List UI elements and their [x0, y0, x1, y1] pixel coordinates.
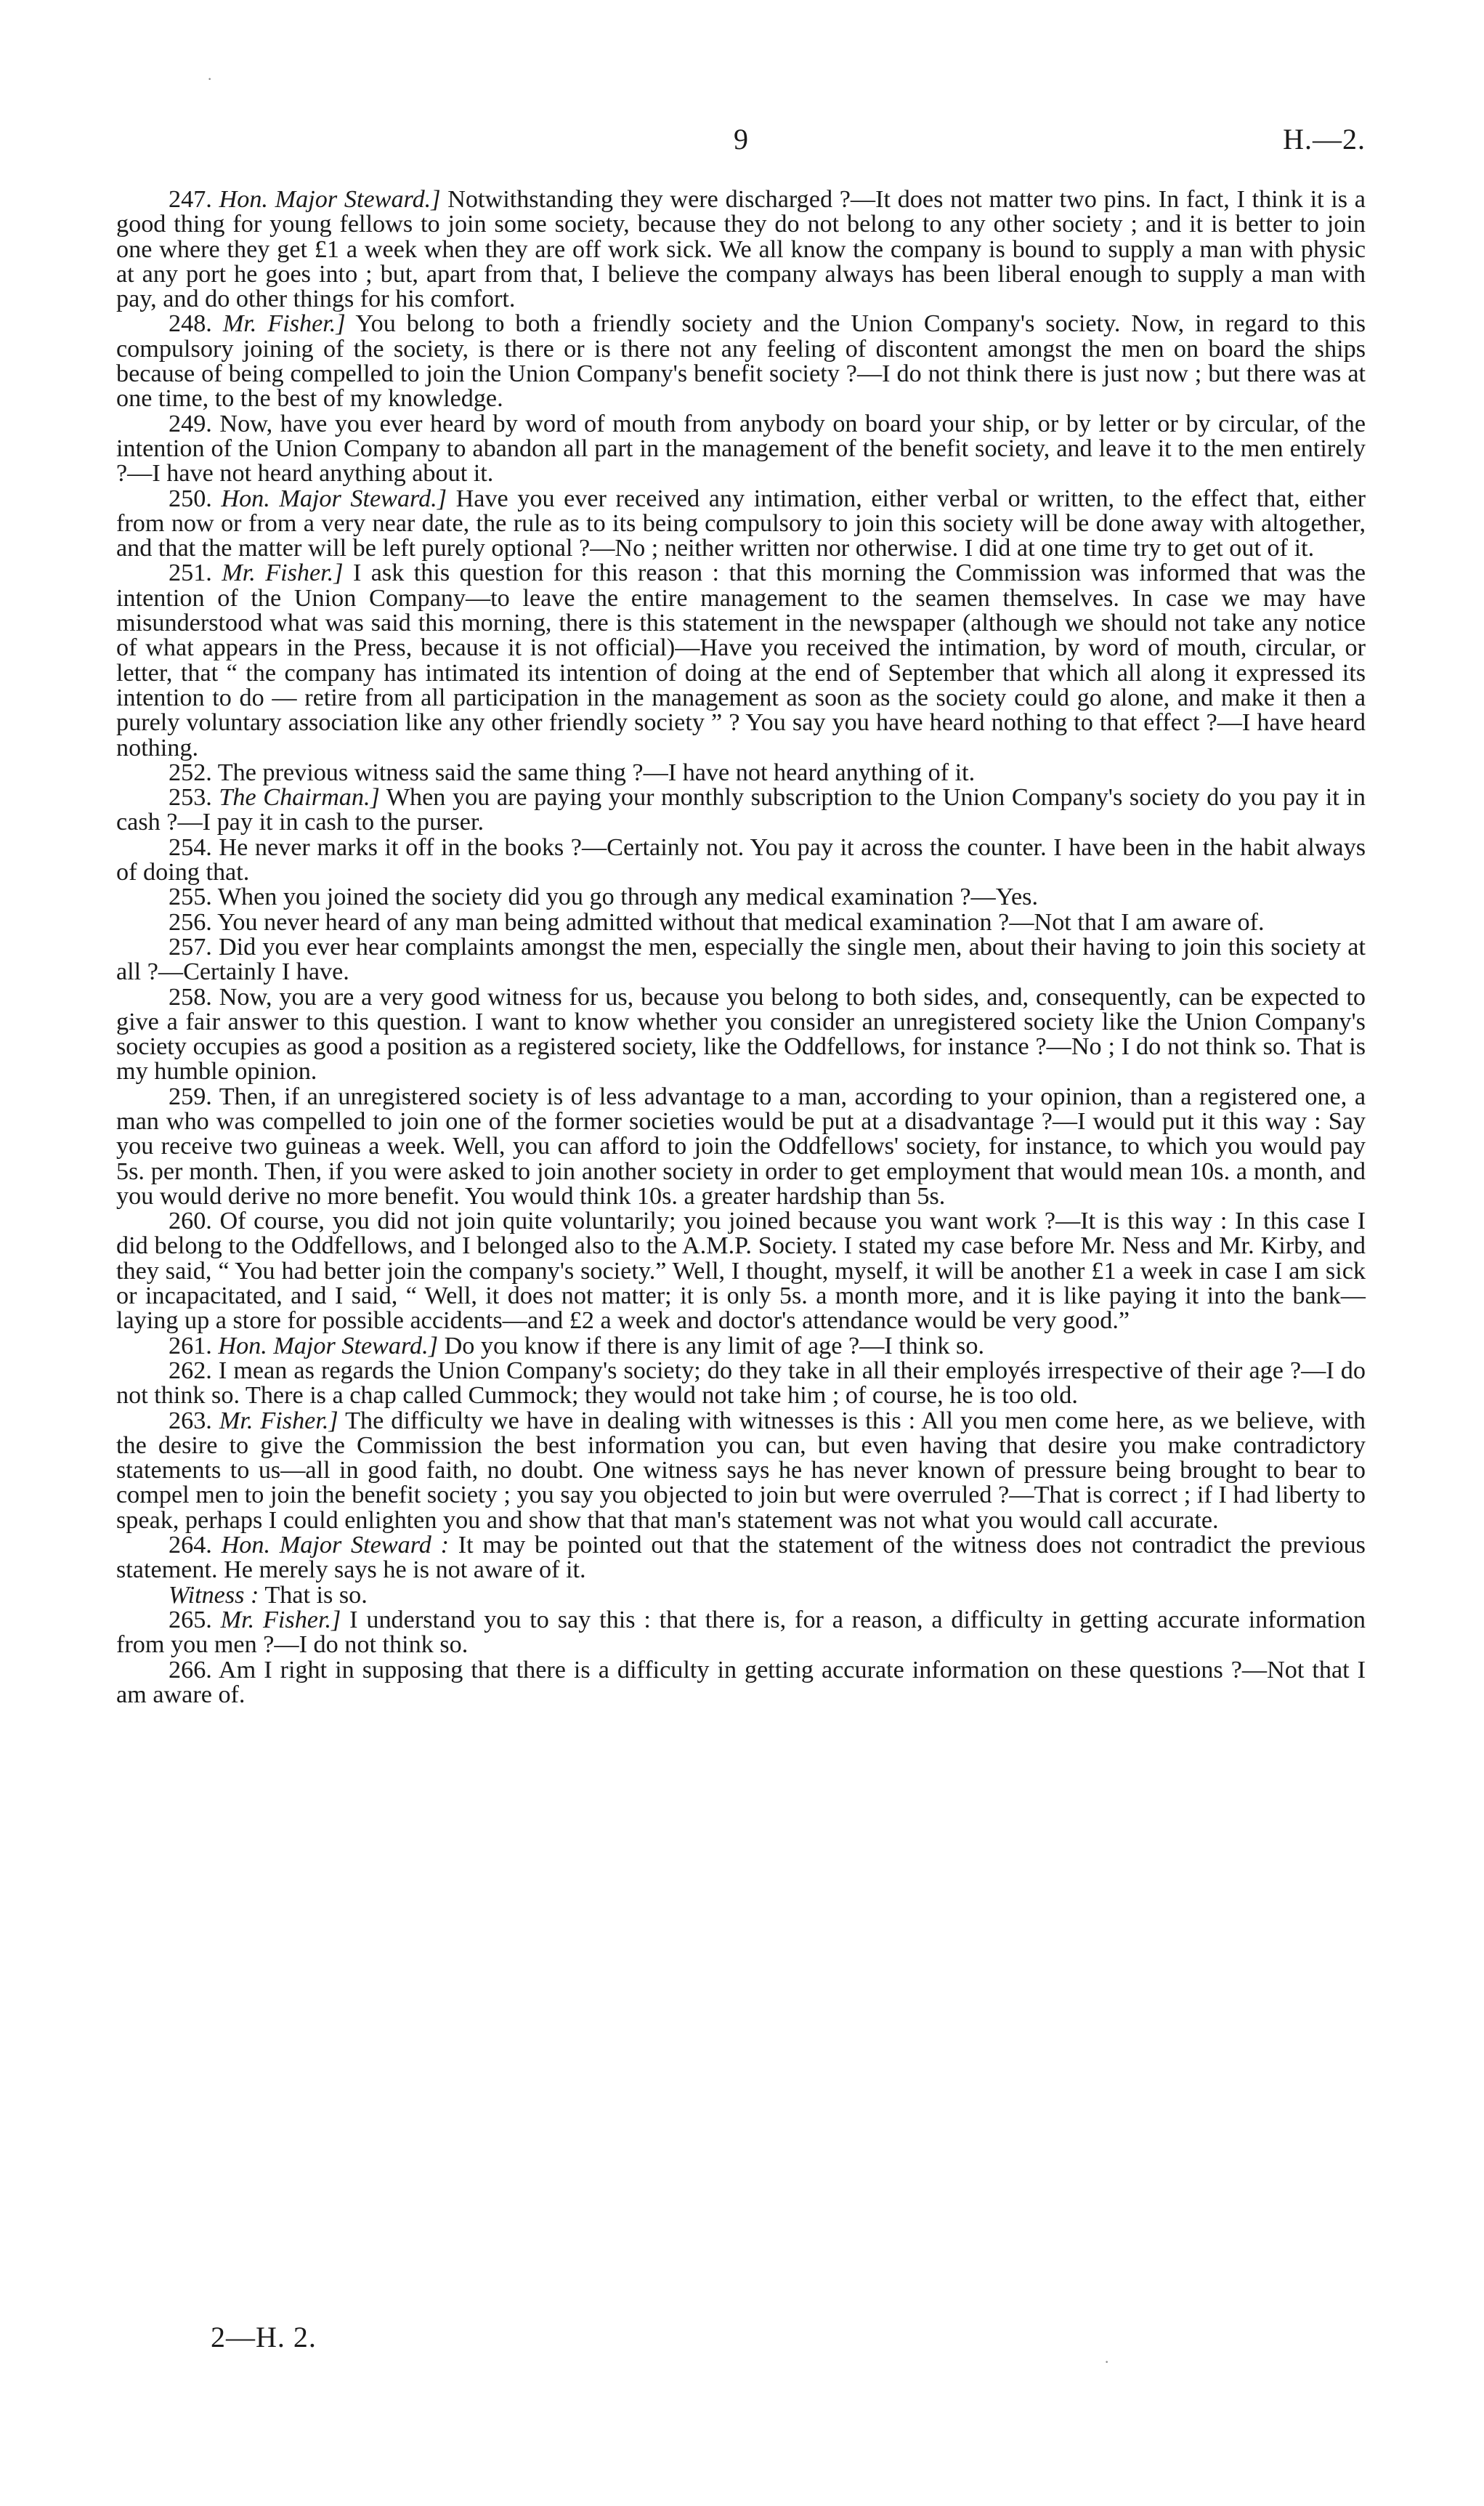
paragraph-text: When you are paying your monthly subscription to the Union Company's society do you pay it in cash ?—I pay it in cash to the purser.: [116, 784, 1366, 836]
question-number: 266.: [169, 1656, 212, 1684]
question-number: 247.: [169, 186, 212, 213]
paragraph-text: That is so.: [259, 1581, 368, 1609]
question-number: 248.: [169, 310, 212, 338]
paragraph-text: Now, have you ever heard by word of mouth from anybody on board your ship, or by letter or by circular, of the intention of the Union Company to abandon all part in the management of the benefit society, and leave it to the men entirely ?—I have not heard anything about it.: [116, 410, 1366, 488]
paragraph-text: Now, you are a very good witness for us, because you belong to both sides, and, consequently, can be expected to give a fair answer to this question. I want to know whether you consider an unregistered society like the Union Company's society occupies as good a position as a registered society, like the Oddfellows, for instance ?—No ; I do not think so. That is my humble opinion.: [116, 983, 1366, 1086]
paragraph-text: It may be pointed out that the statement of the witness does not contradict the previous statement. He merely says he is not aware of it.: [116, 1532, 1366, 1584]
paragraph-text: Am I right in supposing that there is a difficulty in getting accurate information on these questions ?—Not that I am aware of.: [116, 1656, 1366, 1708]
evidence-paragraph: [116, 910, 1366, 935]
question-number: 251.: [169, 559, 212, 587]
paragraph-text: The previous witness said the same thing ?—I have not heard anything of it.: [211, 759, 976, 786]
speaker-name: Witness :: [169, 1581, 259, 1609]
paragraph-text: I ask this question for this reason : that this morning the Commission was informed that was the intention of the Union Company—to leave the entire management to the seamen themselves. In case we may have misunderstood what was said this morning, there is this statement in the newspaper (although we should not take any notice of what appears in the Press, because it is not official)—Have you received the intimation, by word of mouth, circular, or letter, that “ the company has intimated its intention of doing at the end of September that which all along it expressed its intention to do — retire from all participation in the management as soon as the society could go alone, and make it then a purely voluntary association like any other friendly society ” ? You say you have heard nothing to that effect ?—I have heard nothing.: [116, 559, 1366, 761]
evidence-paragraph: [116, 412, 1366, 487]
paragraph-text: I mean as regards the Union Company's society; do they take in all their employés irrespective of their age ?—I do not think so. There is a chap called Cummock; they would not take him ; of course, he is too old.: [116, 1357, 1366, 1410]
evidence-paragraph: [116, 1533, 1366, 1583]
question-number: 262.: [169, 1357, 212, 1384]
evidence-paragraph: [116, 1608, 1366, 1658]
speaker-name: Hon. Major Steward.]: [221, 485, 447, 512]
evidence-paragraph: [116, 487, 1366, 562]
evidence-paragraph: [116, 561, 1366, 760]
evidence-paragraph: [116, 833, 1366, 886]
paragraph-text: Have you ever received any intimation, either verbal or written, to the effect that, either from now or from a very near date, the rule as to its being compulsory to join this society will be done away with altogether, and that the matter will be left purely optional ?—No ; neither written nor otherwise. I did at one time try to get out of it.: [116, 485, 1366, 562]
paragraph-text: Do you know if there is any limit of age ?—I think so.: [438, 1332, 985, 1359]
speaker-name: Mr. Fisher.]: [220, 1606, 341, 1633]
scan-mark: ·: [1104, 2353, 1110, 2371]
paragraph-text: Notwithstanding they were discharged ?—It does not matter two pins. In fact, I think it is a good thing for young fellows to join some society, because they do not belong to any other society ; and it is better to join one where they get £1 a week when they are off work sick. We all know the company is bound to supply a man with physic at any port he goes into ; but, apart from that, I believe the company always has been liberal enough to supply a man with pay, and do other things for his comfort.: [116, 186, 1366, 313]
question-number: 260.: [169, 1208, 212, 1235]
question-number: 253.: [169, 784, 212, 812]
speaker-name: The Chairman.]: [219, 784, 380, 812]
evidence-paragraph: [116, 761, 1366, 785]
question-number: 256.: [169, 908, 212, 936]
paragraph-text: He never marks it off in the books ?—Certainly not. You pay it across the counter. I have been in the habit always of doing that.: [116, 833, 1366, 886]
paragraph-text: I understand you to say this : that there is, for a reason, a difficulty in getting accurate information from you men ?—I do not think so.: [116, 1606, 1366, 1659]
evidence-paragraph: [116, 1583, 1366, 1608]
evidence-paragraph: [116, 1658, 1366, 1708]
speaker-name: Mr. Fisher.]: [219, 1407, 338, 1434]
paragraph-text: Did you ever hear complaints amongst the men, especially the single men, about their having to join this society at all ?—Certainly I have.: [116, 933, 1366, 986]
printer-signature: 2—H. 2.: [211, 2321, 317, 2353]
evidence-paragraph: [116, 885, 1366, 910]
paragraph-text: You belong to both a friendly society and the Union Company's society. Now, in regard to this compulsory joining of the society, is there or is there not any feeling of discontent amongst the men on board the ships because of being compelled to join the Union Company's benefit society ?—I do not think there is just now ; but there was at one time, to the best of my knowledge.: [116, 310, 1366, 413]
question-number: 254.: [169, 833, 212, 861]
evidence-paragraph: [116, 785, 1366, 836]
speaker-name: Mr. Fisher.]: [222, 310, 346, 338]
scan-mark: ·: [207, 70, 213, 88]
speaker-name: Mr. Fisher.]: [222, 559, 344, 587]
paragraph-text: When you joined the society did you go through any medical examination ?—Yes.: [211, 884, 1038, 911]
paragraph-text: You never heard of any man being admitted without that medical examination ?—Not that I am aware of.: [211, 908, 1265, 936]
question-number: 264.: [169, 1532, 212, 1559]
evidence-paragraph: [116, 1085, 1366, 1209]
speaker-name: Hon. Major Steward :: [221, 1532, 449, 1559]
evidence-paragraph: [116, 312, 1366, 411]
document-code: H.—2.: [1283, 123, 1366, 155]
question-number: 255.: [169, 884, 212, 911]
paragraph-text: The difficulty we have in dealing with witnesses is this : All you men come here, as we believe, with the desire to give the Commission the best information you can, but even having that desire you make contradictory statements to us—all in good faith, no doubt. One witness says he has never known of pressure being brought to bear to compel men to join the benefit society ; you say you objected to join but were overruled ?—That is correct ; if I had liberty to speak, perhaps I could enlighten you and show that that man's statement was not what you would call accurate.: [116, 1407, 1366, 1534]
speaker-name: Hon. Major Steward.]: [219, 186, 441, 213]
question-number: 258.: [169, 983, 212, 1011]
question-number: 265.: [169, 1606, 212, 1633]
evidence-body: [116, 187, 1366, 1707]
question-number: 259.: [169, 1083, 212, 1110]
question-number: 250.: [169, 485, 212, 512]
evidence-paragraph: [116, 1209, 1366, 1333]
question-number: 263.: [169, 1407, 212, 1434]
question-number: 261.: [169, 1332, 212, 1359]
question-number: 257.: [169, 933, 212, 961]
question-number: 249.: [169, 410, 212, 437]
evidence-paragraph: [116, 1359, 1366, 1409]
evidence-paragraph: [116, 985, 1366, 1085]
evidence-paragraph: [116, 935, 1366, 985]
page-header: [116, 122, 1366, 166]
paragraph-text: Then, if an unregistered society is of less advantage to a man, according to your opinion, than a registered one, a man who was compelled to join one of the former societies would be put at a disadvantage ?—I would put it this way : Say you receive two guineas a week. Well, you can afford to join the Oddfellows' society, for instance, to which you would pay 5s. per month. Then, if you were asked to join another society in order to get employment that would mean 10s. a month, and you would derive no more benefit. You would think 10s. a greater hardship than 5s.: [116, 1083, 1366, 1210]
evidence-paragraph: [116, 1334, 1366, 1359]
page-number: 9: [734, 123, 748, 155]
question-number: 252.: [169, 759, 212, 786]
speaker-name: Hon. Major Steward.]: [218, 1332, 439, 1359]
paragraph-text: Of course, you did not join quite voluntarily; you joined because you want work ?—It is this way : In this case I did belong to the Oddfellows, and I belonged also to the A.M.P. Society. I stated my case before Mr. Ness and Mr. Kirby, and they said, “ You had better join the company's society.” Well, I thought, myself, it will be another £1 a week in case I am sick or incapacitated, and I said, “ Well, it does not matter; it is only 5s. a month more, and it is like paying it into the bank—laying up a store for possible accidents—and £2 a week and doctor's attendance would be very good.”: [116, 1208, 1366, 1335]
evidence-paragraph: [116, 1409, 1366, 1533]
evidence-paragraph: [116, 187, 1366, 312]
